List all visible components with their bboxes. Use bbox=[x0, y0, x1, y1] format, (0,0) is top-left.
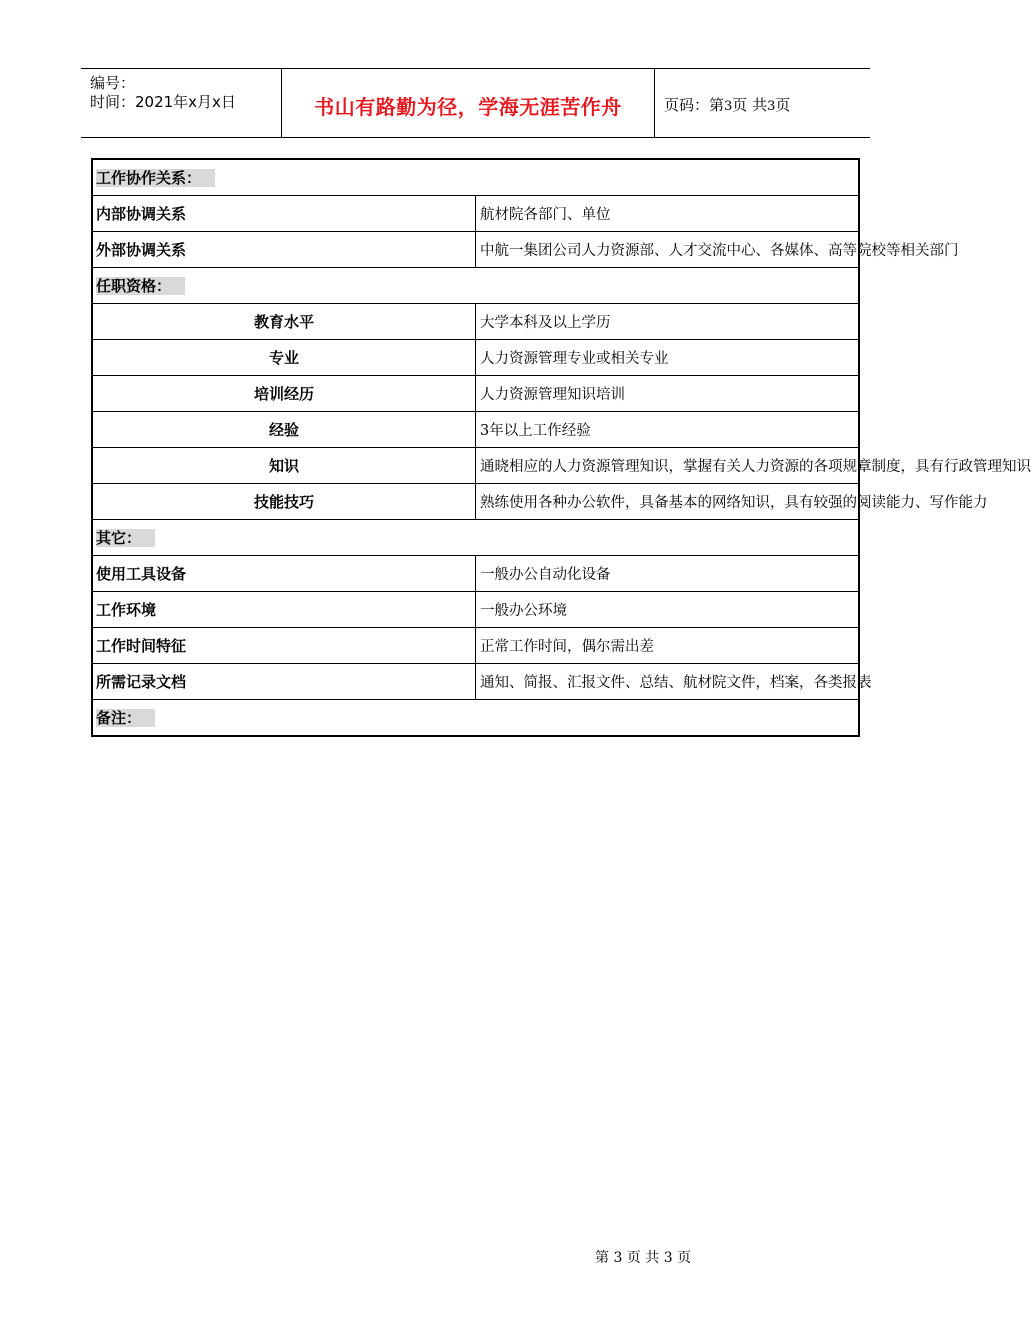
page-label-end: 页 bbox=[775, 96, 791, 114]
row-value: 大学本科及以上学历 bbox=[476, 304, 860, 340]
section-row bbox=[92, 268, 859, 304]
row-value: 正常工作时间，偶尔需出差 bbox=[476, 628, 860, 664]
row-label: 工作环境 bbox=[92, 592, 476, 628]
row-value: 3年以上工作经验 bbox=[476, 412, 860, 448]
section-remarks: 备注： bbox=[92, 700, 859, 737]
row-value: 一般办公环境 bbox=[476, 592, 860, 628]
row-value: 熟练使用各种办公软件，具备基本的网络知识，具有较强的阅读能力、写作能力 bbox=[476, 484, 860, 520]
table-row bbox=[92, 412, 859, 448]
section-row bbox=[92, 520, 859, 556]
section-cooperation: 工作协作关系： bbox=[92, 159, 859, 196]
table-row bbox=[92, 340, 859, 376]
table-row bbox=[92, 484, 859, 520]
row-value: 航材院各部门、单位 bbox=[476, 196, 860, 232]
row-value: 通晓相应的人力资源管理知识，掌握有关人力资源的各项规章制度，具有行政管理知识 bbox=[476, 448, 860, 484]
page-label-prefix: 页码：第 bbox=[664, 96, 725, 114]
document-time-label: 时间：2021年x月x日 bbox=[90, 93, 236, 111]
table-row bbox=[92, 196, 859, 232]
row-value: 通知、简报、汇报文件、总结、航材院文件，档案，各类报表 bbox=[476, 664, 860, 700]
row-label: 专业 bbox=[92, 340, 476, 376]
job-description-table bbox=[91, 158, 1031, 737]
row-value: 人力资源管理知识培训 bbox=[476, 376, 860, 412]
row-value: 人力资源管理专业或相关专业 bbox=[476, 340, 860, 376]
table-row bbox=[92, 232, 859, 268]
table-row bbox=[92, 664, 859, 700]
section-row bbox=[92, 700, 859, 737]
row-label: 使用工具设备 bbox=[92, 556, 476, 592]
page-current: 3 bbox=[724, 99, 733, 114]
row-label: 经验 bbox=[92, 412, 476, 448]
row-label: 知识 bbox=[92, 448, 476, 484]
page-label-mid: 页 共 bbox=[732, 96, 768, 114]
section-row bbox=[92, 159, 859, 196]
header-motto: 书山有路勤为径，学海无涯苦作舟 bbox=[314, 95, 622, 119]
row-label: 内部协调关系 bbox=[92, 196, 476, 232]
table-row bbox=[92, 628, 859, 664]
row-label: 技能技巧 bbox=[92, 484, 476, 520]
row-value: 中航一集团公司人力资源部、人才交流中心、各媒体、高等院校等相关部门 bbox=[476, 232, 860, 268]
row-label: 培训经历 bbox=[92, 376, 476, 412]
row-label: 教育水平 bbox=[92, 304, 476, 340]
table-row bbox=[92, 304, 859, 340]
header-meta-cell bbox=[81, 69, 282, 137]
page-header bbox=[81, 68, 870, 138]
table-row bbox=[92, 376, 859, 412]
page-footer: 第 3 页 共 3 页 bbox=[595, 1250, 692, 1266]
section-other: 其它： bbox=[92, 520, 859, 556]
document-number-label: 编号： bbox=[90, 74, 136, 92]
table-row bbox=[92, 592, 859, 628]
header-page-cell bbox=[655, 69, 870, 137]
table-row bbox=[92, 556, 859, 592]
header-page-number bbox=[664, 94, 790, 115]
page-total: 3 bbox=[767, 99, 776, 114]
row-label: 所需记录文档 bbox=[92, 664, 476, 700]
table-row bbox=[92, 448, 859, 484]
header-motto-cell bbox=[282, 69, 655, 137]
row-label: 外部协调关系 bbox=[92, 232, 476, 268]
row-value: 一般办公自动化设备 bbox=[476, 556, 860, 592]
row-label: 工作时间特征 bbox=[92, 628, 476, 664]
section-qualification: 任职资格： bbox=[92, 268, 859, 304]
